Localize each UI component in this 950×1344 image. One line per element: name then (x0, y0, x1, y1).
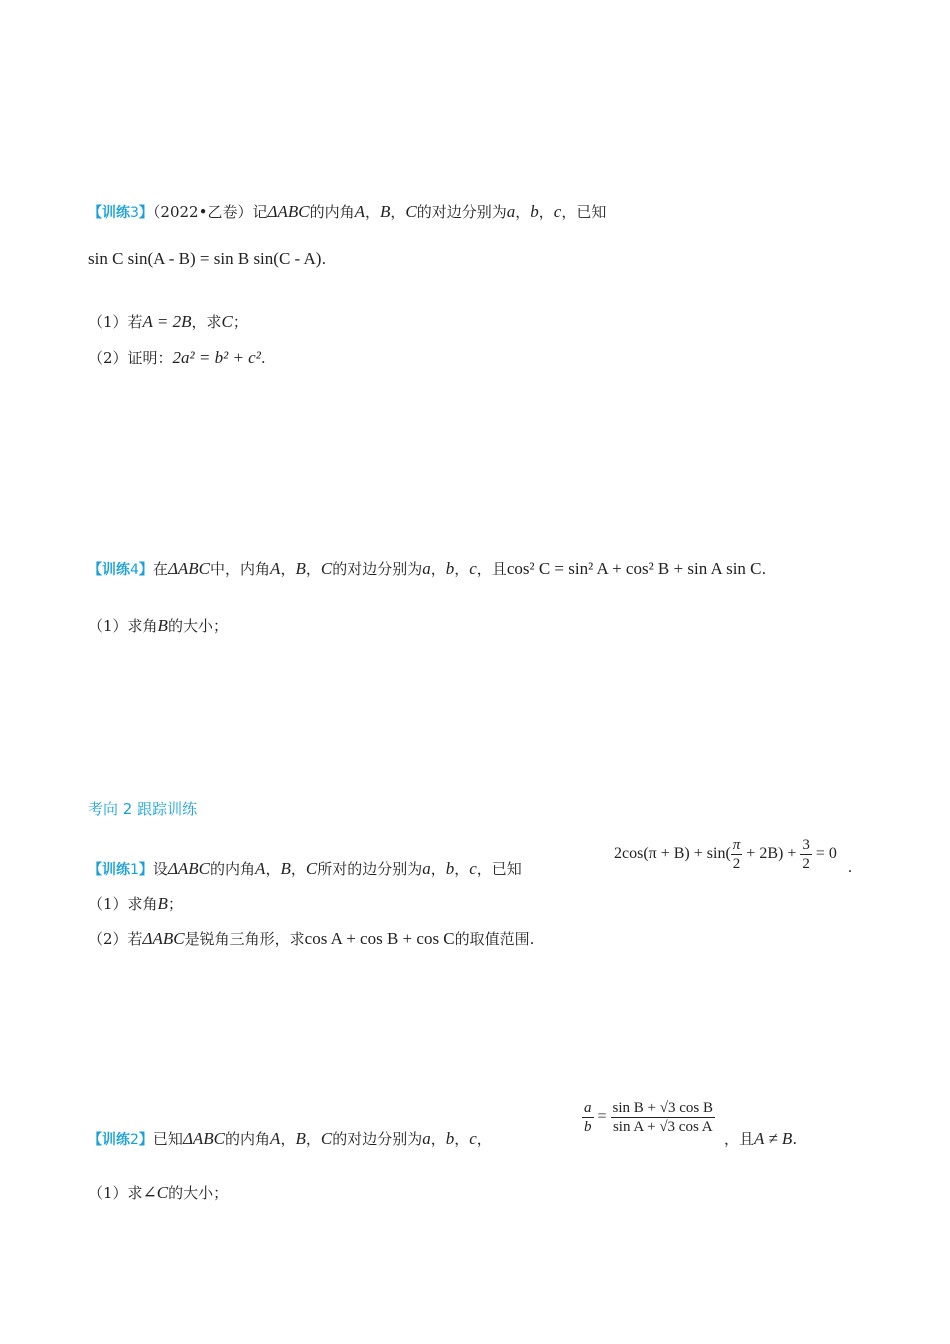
t2-line-1: 【训练2】已知ΔABC的内角A，B，C的对边分别为a，b，c， (88, 1129, 492, 1148)
t1-equation: 2cos(π + B) + sin( $\frac{\pi}{2}$ + 2B) + $\frac{3}{2}$ = 0 (614, 837, 837, 872)
t1-tag: 【训练1】 (88, 862, 153, 878)
t3-part-2: （2）证明：2a² = b² + c². (88, 348, 266, 367)
t3-triangle: ΔABC (267, 202, 310, 221)
t3-equation: sin C sin(A - B) = sin B sin(C - A) (88, 249, 322, 268)
t2-tag: 【训练2】 (88, 1132, 153, 1148)
t3-part-1: （1）若A = 2B，求C； (88, 312, 248, 331)
t4-tag: 【训练4】 (88, 562, 153, 578)
t4-line-1: 【训练4】在ΔABC中，内角A，B，C的对边分别为a，b，c，且cos² C = sin² A + cos² B + sin A sin C. (88, 559, 767, 578)
section-title: 考向 2 跟踪训练 (88, 800, 198, 818)
t3-line-2: sin C sin(A - B) = sin B sin(C - A). (88, 249, 327, 268)
t2-line-1-tail: ，且A ≠ B. (724, 1129, 798, 1148)
t1-line-1: 【训练1】设ΔABC的内角A，B，C所对的边分别为a，b，c，已知 (88, 859, 522, 878)
t2-equation: $\frac{a}{b}$ = $\frac{\text{sin B + √3 cos B}}{\text{sin A + √3 cos A}}$ (584, 1100, 713, 1135)
t4-equation: cos² C = sin² A + cos² B + sin A sin C (506, 559, 762, 578)
t3-tag: 【训练3】 (88, 205, 153, 221)
t4-part-1: （1）求角B的大小； (88, 616, 228, 635)
t3-line-1: 【训练3】（2022•乙卷）记ΔABC的内角A，B，C的对边分别为a，b，c，已知 (88, 202, 607, 221)
t2-part-1: （1）求∠C的大小； (88, 1183, 229, 1202)
t1-part-2: （2）若ΔABC是锐角三角形，求cos A + cos B + cos C的取值范围. (88, 929, 535, 948)
t3-source: （2022•乙卷） (152, 203, 253, 221)
t1-part-1: （1）求角B； (88, 894, 183, 913)
